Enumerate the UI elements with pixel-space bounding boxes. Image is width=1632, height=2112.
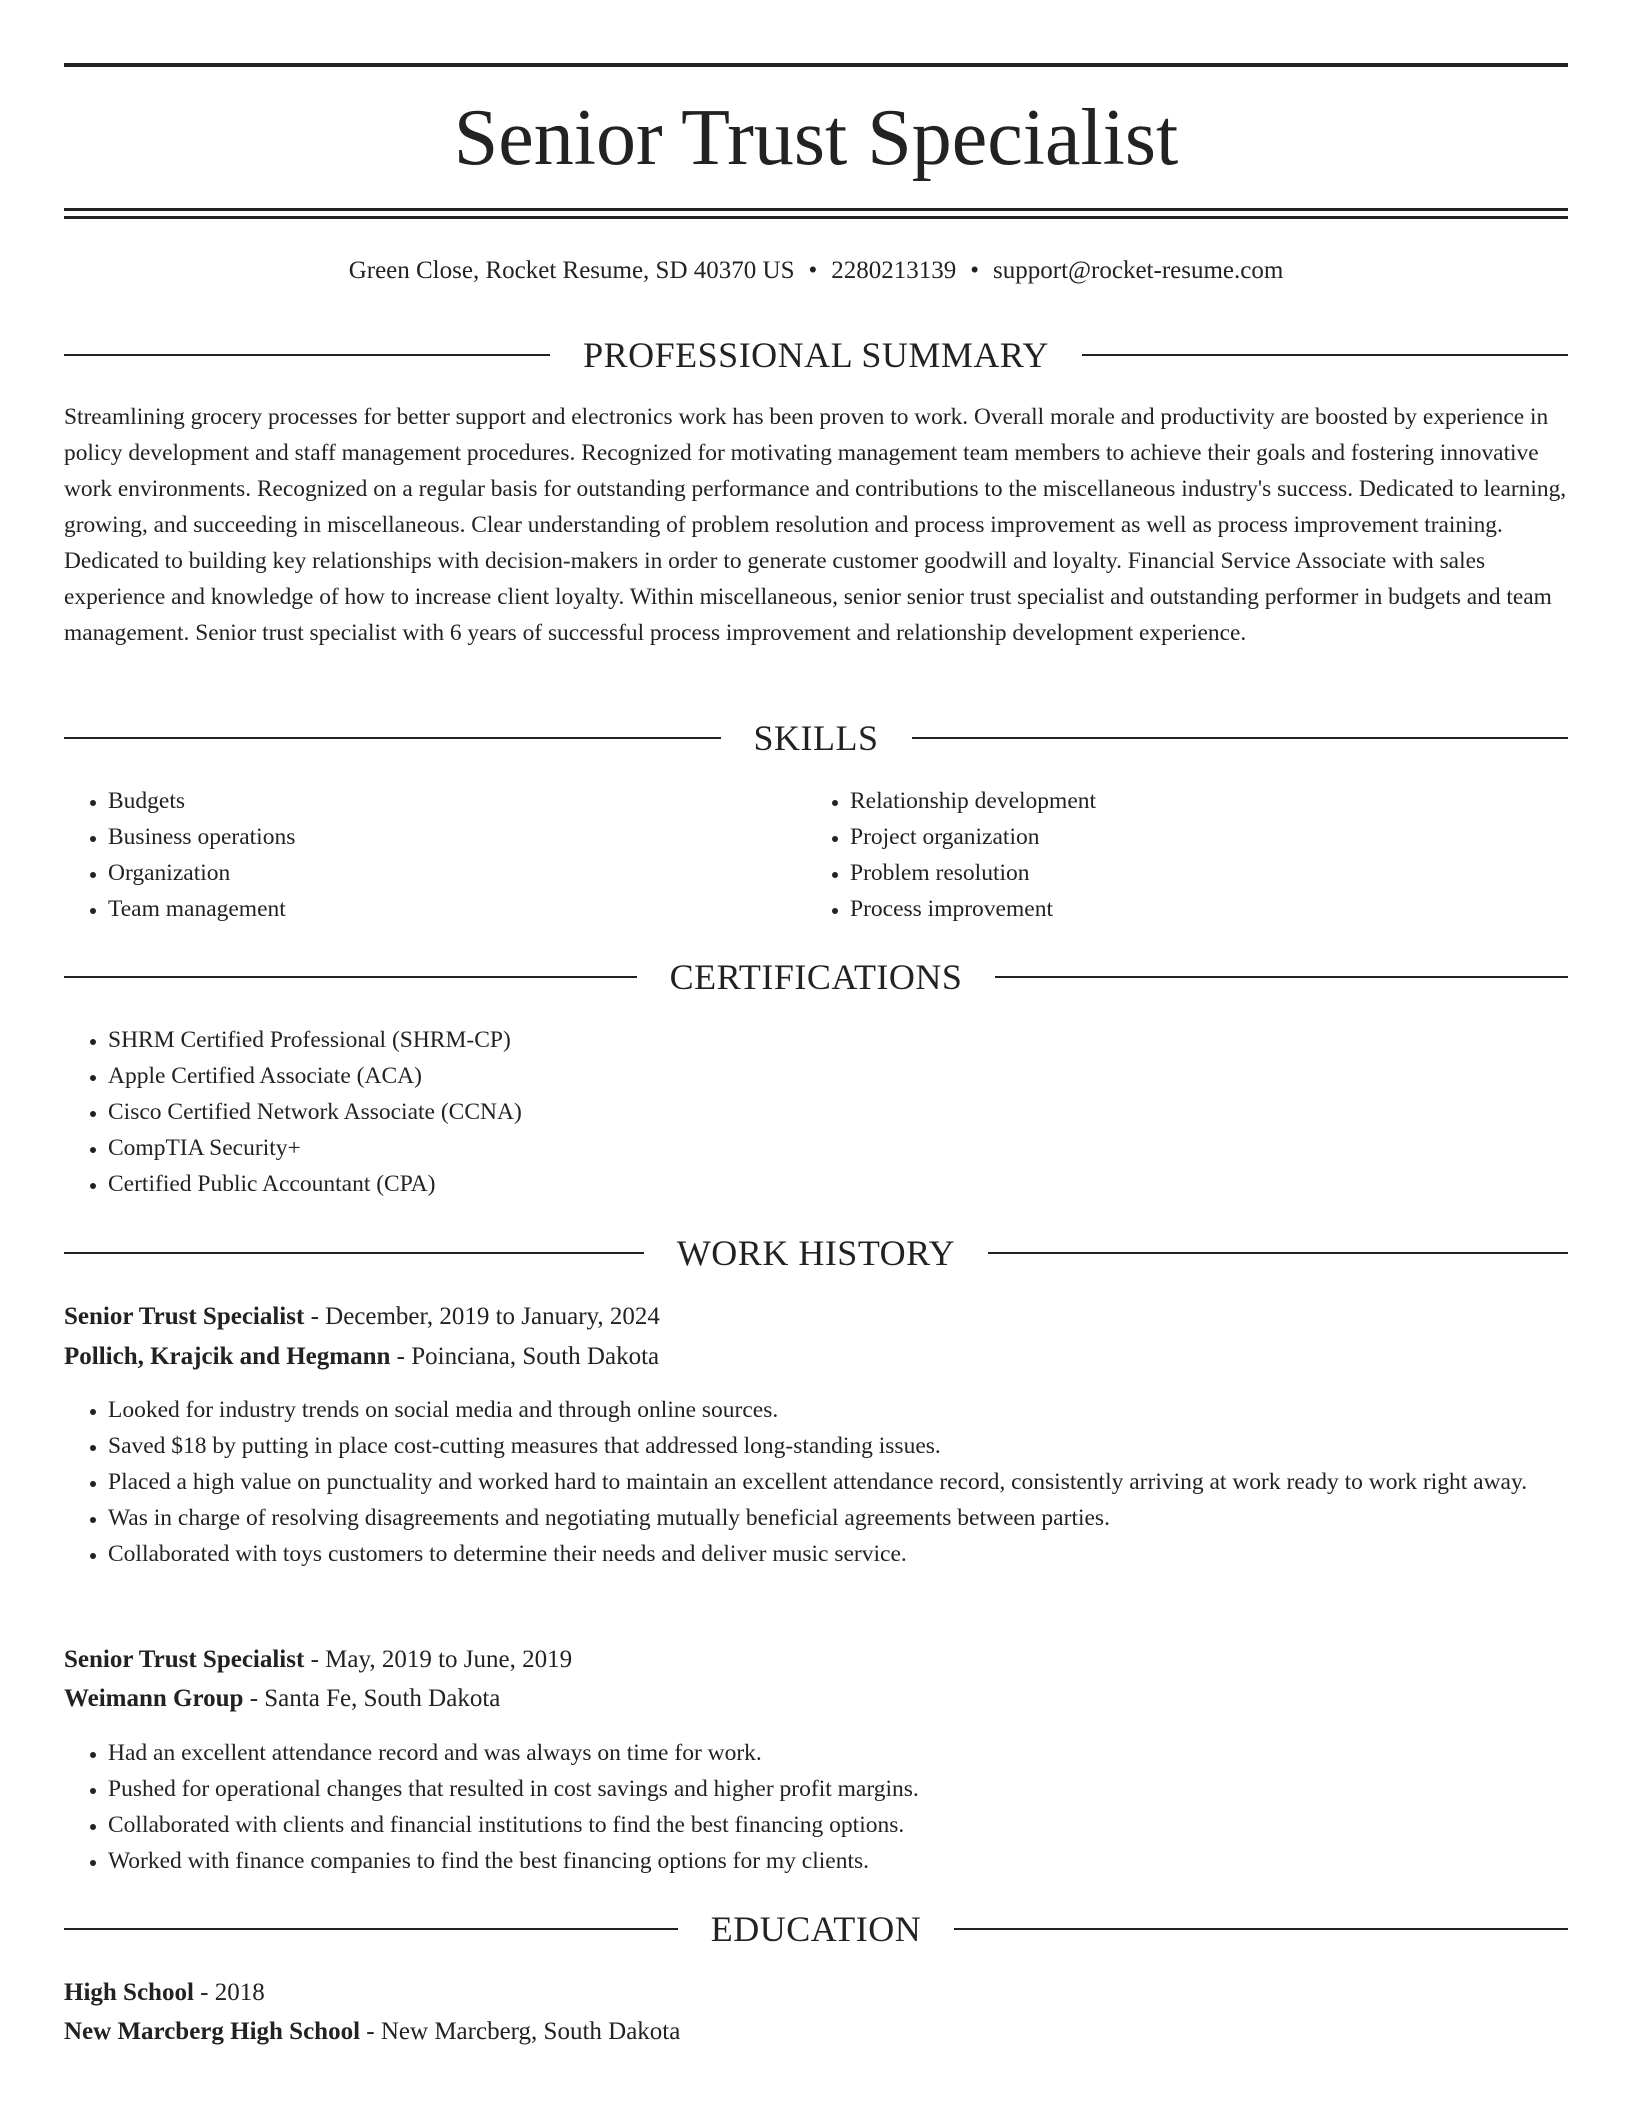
job-dates: - May, 2019 to June, 2019 [304, 1646, 573, 1673]
heading-rule-right [1082, 354, 1568, 356]
skill-item: • Business operations [108, 819, 808, 855]
education-degree: High School [64, 1979, 194, 2006]
job-location: - Santa Fe, South Dakota [243, 1685, 501, 1712]
certification-item: • CompTIA Security+ [108, 1130, 1568, 1166]
certification-item: • Apple Certified Associate (ACA) [108, 1058, 1568, 1094]
job-location: - Poinciana, South Dakota [390, 1343, 660, 1370]
job-bullet: • Worked with finance companies to find the best financing options for my clients. [108, 1843, 1568, 1879]
skill-item: • Problem resolution [850, 855, 1590, 891]
job-bullet: • Collaborated with clients and financial institutions to find the best financing options. [108, 1807, 1568, 1843]
job-title: Senior Trust Specialist [64, 1303, 305, 1330]
heading-rule-right [988, 1252, 1568, 1254]
summary-title: PROFESSIONAL SUMMARY [583, 335, 1049, 375]
certifications-list [64, 1022, 1568, 1202]
contact-email: support@rocket-resume.com [993, 257, 1284, 284]
heading-rule-left [64, 976, 637, 978]
heading-rule-left [64, 1252, 644, 1254]
job-bullet: • Had an excellent attendance record and was always on time for work. [108, 1735, 1568, 1771]
job-company: Pollich, Krajcik and Hegmann [64, 1343, 391, 1370]
work-history-section-heading [64, 1231, 1568, 1275]
job-bullet: • Pushed for operational changes that resulted in cost savings and higher profit margins. [108, 1771, 1568, 1807]
skill-item: • Relationship development [850, 783, 1590, 819]
heading-rule-right [912, 737, 1569, 739]
job-bullets [64, 1735, 1568, 1879]
job-dates: - December, 2019 to January, 2024 [304, 1303, 660, 1330]
education-year: - 2018 [193, 1979, 265, 2006]
job-bullet: • Placed a high value on punctuality and worked hard to maintain an excellent attendance record, consistently arriving at work ready to work right away. [108, 1464, 1612, 1500]
education-location: - New Marcberg, South Dakota [360, 2018, 681, 2045]
certifications-title: CERTIFICATIONS [669, 957, 963, 997]
job-title: Senior Trust Specialist [64, 1646, 305, 1673]
header-double-rule-lower [64, 216, 1568, 219]
education-school-line [64, 2014, 680, 2050]
top-rule [64, 63, 1568, 67]
work-history-title: WORK HISTORY [676, 1233, 956, 1273]
skill-item: • Team management [108, 891, 808, 927]
job-title-line [64, 1299, 660, 1335]
job-bullet: • Collaborated with toys customers to determine their needs and deliver music service. [108, 1536, 1612, 1572]
job-title-line [64, 1642, 572, 1678]
header-double-rule-upper [64, 208, 1568, 211]
heading-rule-left [64, 737, 721, 739]
summary-section-heading [64, 333, 1568, 377]
heading-rule-left [64, 354, 550, 356]
job-company: Weimann Group [64, 1685, 244, 1712]
skills-list-right [806, 783, 1590, 927]
certification-item: • Cisco Certified Network Associate (CCNA) [108, 1094, 1568, 1130]
education-section-heading [64, 1907, 1568, 1951]
heading-rule-right [954, 1928, 1568, 1930]
job-bullet: • Looked for industry trends on social media and through online sources. [108, 1392, 1612, 1428]
certification-item: • Certified Public Accountant (CPA) [108, 1166, 1568, 1202]
skill-item: • Budgets [108, 783, 808, 819]
contact-phone: 2280213139 [831, 257, 957, 284]
heading-rule-left [64, 1928, 678, 1930]
contact-line [64, 254, 1568, 288]
contact-separator: • [808, 257, 818, 284]
skills-title: SKILLS [753, 718, 879, 758]
contact-separator: • [970, 257, 980, 284]
contact-address: Green Close, Rocket Resume, SD 40370 US [348, 257, 795, 284]
job-company-line [64, 1681, 500, 1717]
education-degree-line [64, 1975, 265, 2011]
job-bullets [64, 1392, 1612, 1572]
summary-text: Streamlining grocery processes for better support and electronics work has been proven to work. Overall morale and productivity are boosted by experience in policy development and staff management procedures. Recognized for motivating management team members to achieve their goals and fostering innovative work environments. Recognized on a regular basis for outstanding performance and contributions to the miscellaneous industry's success. Dedicated to learning, growing, and succeeding in miscellaneous. Clear understanding of problem resolution and process improvement as well as process improvement training. Dedicated to building key relationships with decision-makers in order to generate customer goodwill and loyalty. Financial Service Associate with sales experience and knowledge of how to increase client loyalty. Within miscellaneous, senior senior trust specialist and outstanding performer in budgets and team management. Senior trust specialist with 6 years of successful process improvement and relationship development experience. [64, 404, 1567, 646]
job-company-line [64, 1339, 659, 1375]
resume-name: Senior Trust Specialist [453, 94, 1179, 182]
skill-item: • Process improvement [850, 891, 1590, 927]
certification-item: • SHRM Certified Professional (SHRM-CP) [108, 1022, 1568, 1058]
skill-item: • Project organization [850, 819, 1590, 855]
education-school: New Marcberg High School [64, 2018, 361, 2045]
skills-list-left [64, 783, 808, 927]
job-bullet: • Was in charge of resolving disagreements and negotiating mutually beneficial agreements between parties. [108, 1500, 1612, 1536]
heading-rule-right [995, 976, 1568, 978]
certifications-section-heading [64, 955, 1568, 999]
skill-item: • Organization [108, 855, 808, 891]
job-bullet: • Saved $18 by putting in place cost-cutting measures that addressed long-standing issues. [108, 1428, 1612, 1464]
skills-section-heading [64, 716, 1568, 760]
education-title: EDUCATION [710, 1909, 922, 1949]
